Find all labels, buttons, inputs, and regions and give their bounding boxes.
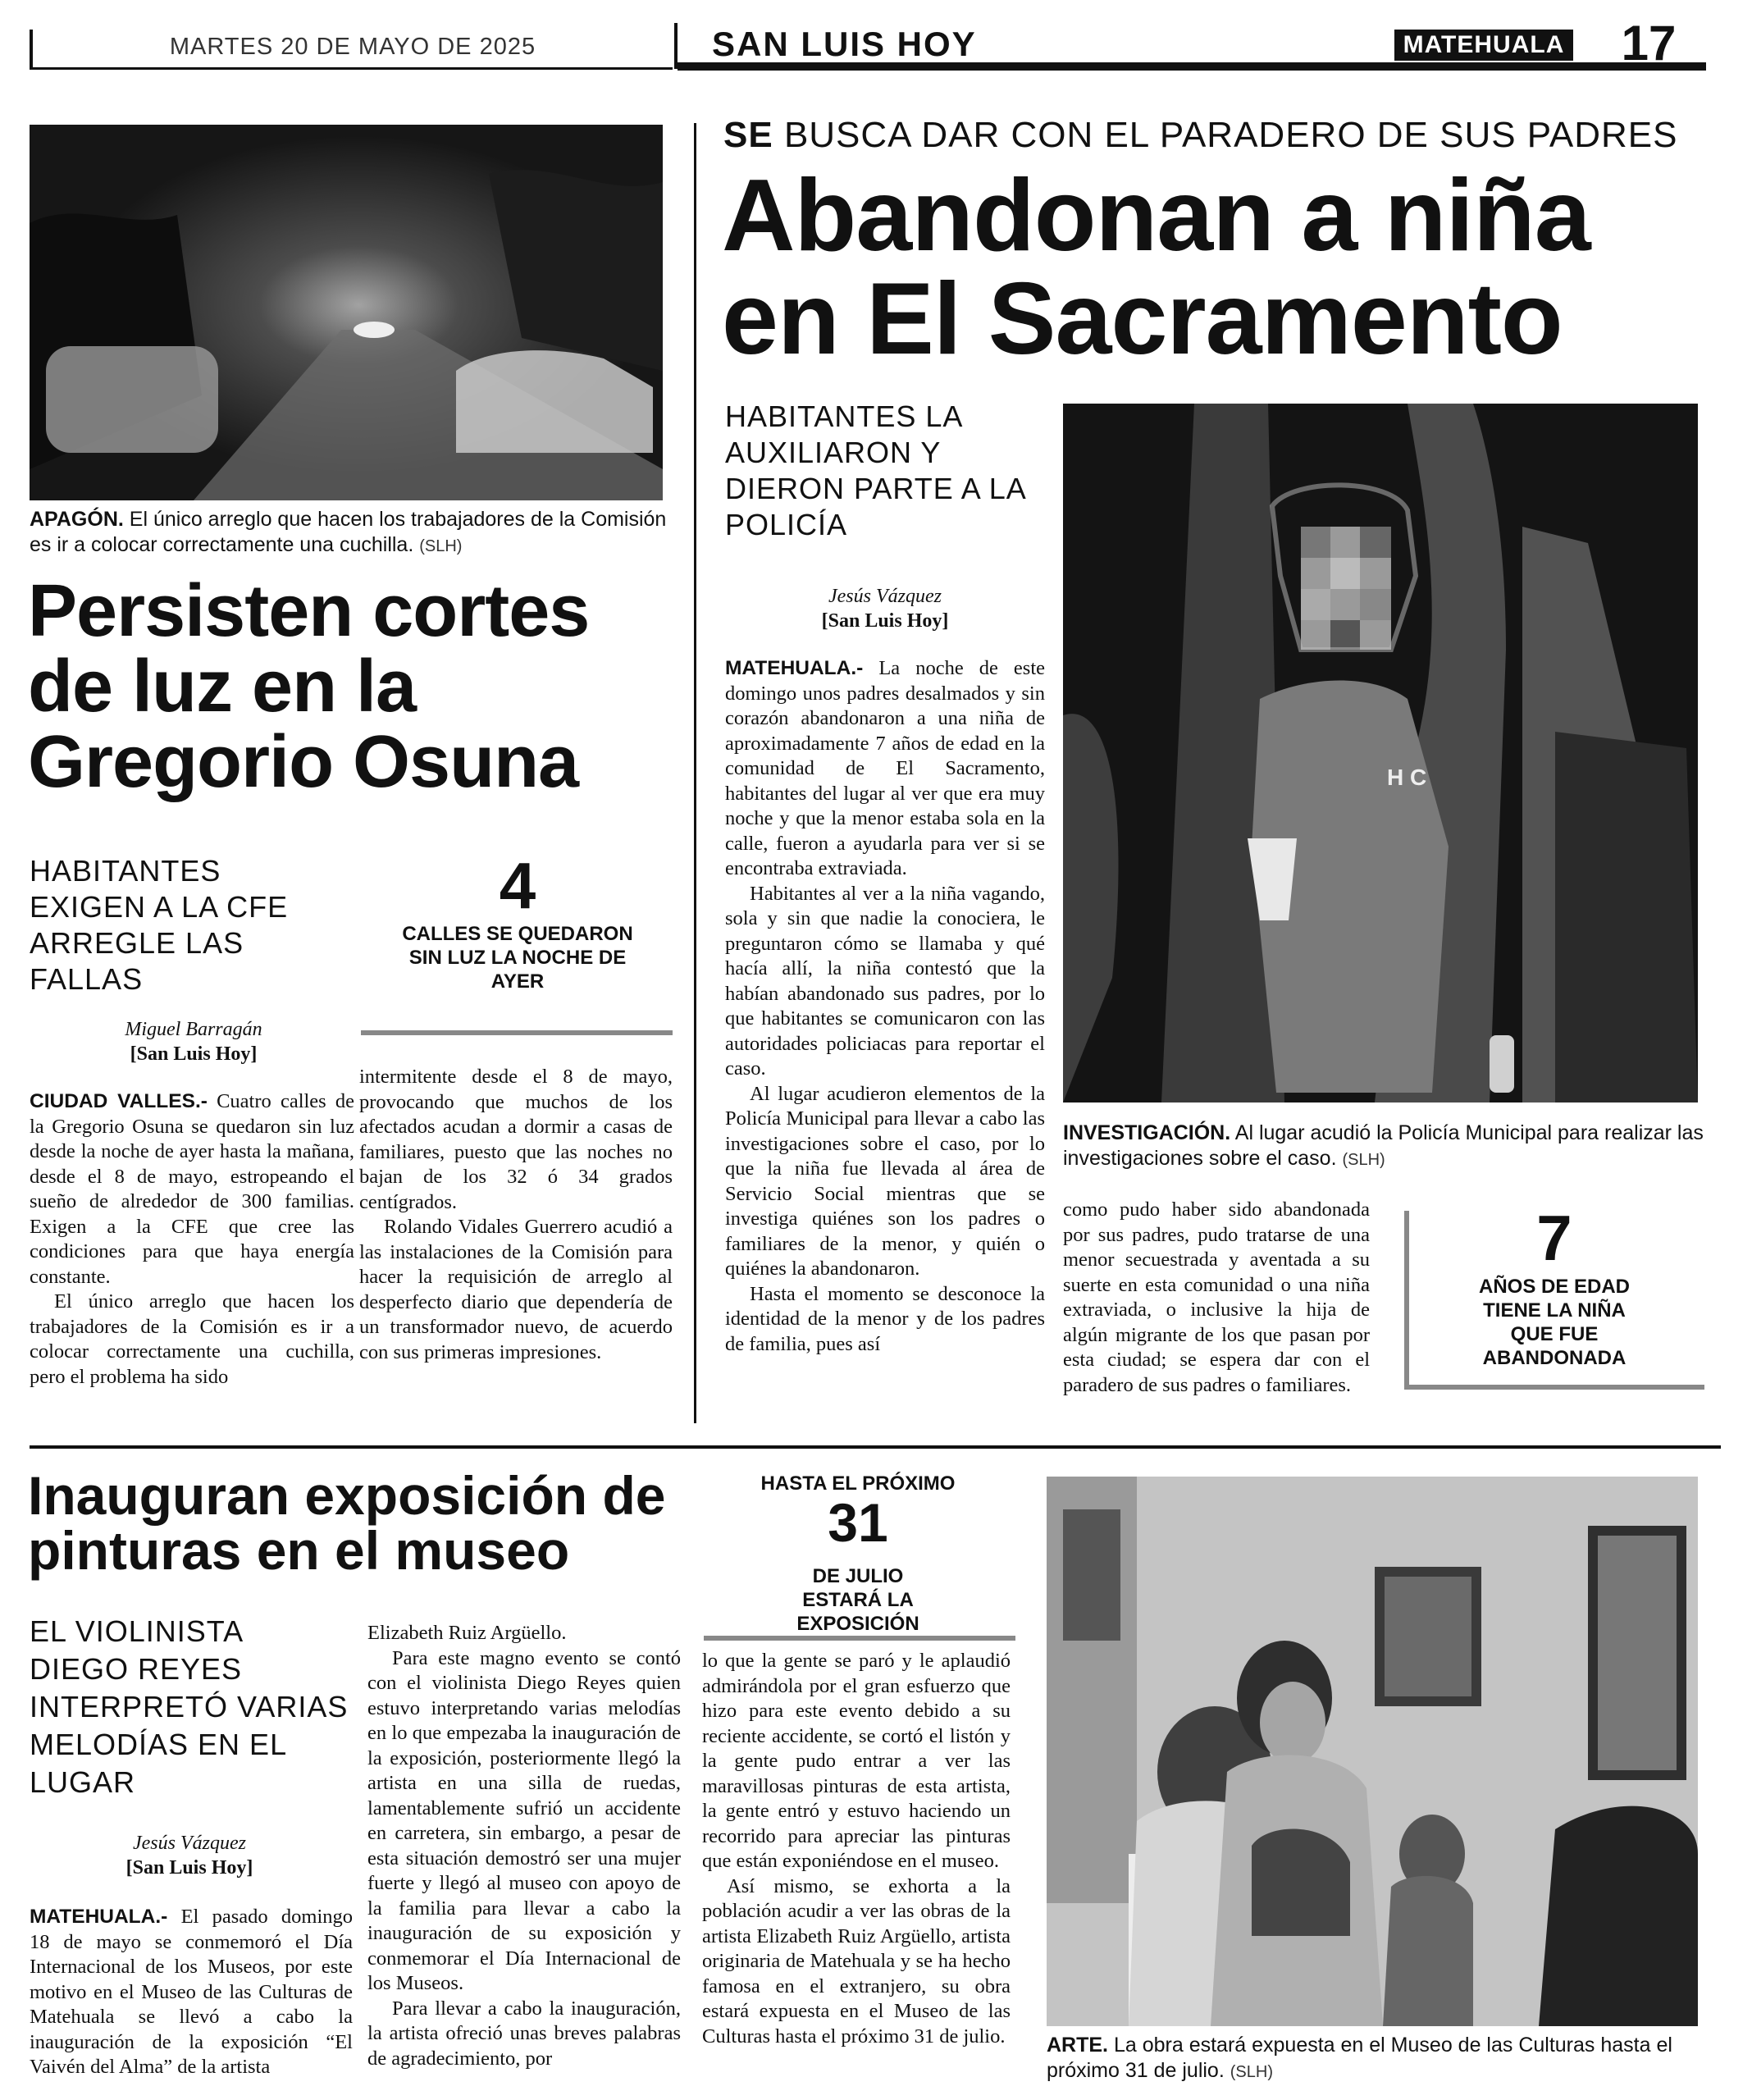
overline-text: BUSCA DAR CON EL PARADERO DE SUS PADRES	[783, 115, 1678, 155]
byline-name: Jesús Vázquez	[828, 586, 942, 607]
paragraph: El pasado domingo 18 de mayo se conmemoró el Día Internacional de los Museos, por este motivo en el Museo de las Culturas de Matehuala se llevó a cabo la inauguración de la exposición “El Vaivén del Alma” de la artista	[30, 1906, 354, 2078]
paragraph: Hasta el momento se desconoce la identidad de la menor y de los padres de familia, pues así	[725, 1282, 1045, 1355]
stat-top-label: HASTA EL PRÓXIMO	[760, 1472, 956, 1495]
museum-image	[1047, 1477, 1698, 2026]
headline-cortes-luz: Persisten cortes de luz en la Gregorio Osuna	[28, 570, 590, 803]
photo-caption-investigacion	[1063, 1121, 1719, 1173]
stat-rule	[704, 1636, 1015, 1641]
stat-number: 7	[1536, 1202, 1572, 1274]
byline-org: [San Luis Hoy]	[125, 1857, 253, 1879]
headline-abandonan-nina: Abandonan a niña en El Sacramento	[722, 159, 1590, 377]
photo-girl	[1063, 404, 1698, 1102]
photo-night-street	[30, 125, 663, 500]
stat-rule-vertical	[1404, 1211, 1409, 1388]
svg-text:H C: H C	[1387, 765, 1427, 790]
caption-text: El único arreglo que hacen los trabajadores de la Comisión es ir a colocar correctamente una cuchilla.	[30, 508, 667, 556]
stat-box-31-julio	[702, 1472, 1014, 1636]
dateline: CIUDAD VALLES.-	[30, 1090, 208, 1112]
byline-name: Miguel Barragán	[125, 1019, 262, 1040]
byline-story3	[30, 1831, 349, 1880]
newspaper-name: SAN LUIS HOY	[712, 25, 977, 63]
photo-museum	[1047, 1477, 1698, 2026]
kicker-story3: EL VIOLINISTA DIEGO REYES INTERPRETÓ VARIAS MELODÍAS EN EL LUGAR	[30, 1614, 349, 1799]
byline-org: [San Luis Hoy]	[130, 1043, 258, 1065]
paragraph: Al lugar acudieron elementos de la Policía Municipal para llevar a cabo las investigaciones sobre el caso, por lo que la niña fue llevada al área de Servicio Social mientras que se investiga quiénes son los padres o familiares de la menor, y quién o quiénes la abandonaron.	[725, 1082, 1045, 1280]
caption-text: Al lugar acudió la Policía Municipal para realizar las investigaciones sobre el caso.	[1063, 1121, 1704, 1170]
caption-label: ARTE.	[1047, 2034, 1108, 2057]
photo-caption-arte	[1047, 2033, 1711, 2085]
stat-label: AÑOS DE EDAD TIENE LA NIÑA QUE FUE ABANDONADA	[1478, 1276, 1631, 1369]
stat-box-4-calles	[358, 849, 678, 993]
stat-rule	[361, 1030, 673, 1035]
headline-exposicion: Inauguran exposición de pinturas en el museo	[28, 1465, 666, 1582]
byline-story1	[30, 1017, 358, 1066]
paragraph: Habitantes al ver a la niña vagando, sola y sin que nadie la conociera, le preguntaron cómo se llamaba y qué hacía allí, la niña contestó que la habían abandonado sus padres, por lo que habitantes se comunicaron con las autoridades policiacas para reportar el caso.	[725, 882, 1045, 1080]
stat-number: 31	[828, 1492, 888, 1553]
story2-column-2	[1063, 1198, 1370, 1398]
paragraph: Así mismo, se exhorta a la población acudir a ver las obras de la artista Elizabeth Ruiz Argüello, artista originaria de Matehuala y se ha hecho famosa en el extranjero, su obra estará expuesta en el Museo de las Culturas hasta el próximo 31 de julio.	[702, 1874, 1011, 2048]
caption-text: La obra estará expuesta en el Museo de las Culturas hasta el próximo 31 de julio.	[1047, 2034, 1672, 2082]
page-number: 17	[1621, 16, 1677, 71]
caption-credit: (SLH)	[1230, 2063, 1273, 2081]
overline-bold: SE	[723, 115, 773, 155]
stat-label: CALLES SE QUEDARON SIN LUZ LA NOCHE DE AYER	[402, 923, 633, 993]
story1-column-2	[359, 1065, 673, 1365]
section-divider	[30, 1445, 1721, 1449]
story1-column-1	[30, 1089, 354, 1390]
stat-label: DE JULIO ESTARÁ LA EXPOSICIÓN	[796, 1565, 919, 1635]
byline-story2	[725, 584, 1045, 633]
caption-credit: (SLH)	[419, 537, 463, 555]
byline-org: [San Luis Hoy]	[821, 610, 949, 632]
paragraph: Para este magno evento se contó con el violinista Diego Reyes quien estuvo interpretando varias melodías en lo que empezaba la inauguración de la exposición, posteriormente llegó la artista en una silla de ruedas, lamentablemente sufrió un accidente en carretera, sin embargo, a pesar de esta situación demostró ser una mujer fuerte y llegó al museo con apoyo de la familia para llevar a cabo la inauguración de su exposición y conmemorar el Día Internacional de los Museos.	[367, 1646, 681, 1994]
story3-column-1	[30, 1905, 353, 2080]
story3-column-2	[367, 1621, 681, 2071]
paragraph: La noche de este domingo unos padres desalmados y sin corazón abandonaron a una niña de aproximadamente 7 años de edad en la comunidad de El Sacramento, habitantes del lugar al ver que era muy noche y que la menor estaba sola en la calle, fueron a ayudarla para ver si se encontraba extraviada.	[725, 657, 1046, 879]
story2-column-1	[725, 656, 1045, 1357]
dateline: MATEHUALA.-	[725, 657, 864, 679]
caption-label: APAGÓN.	[30, 508, 124, 531]
dateline: MATEHUALA.-	[30, 1906, 168, 1928]
paragraph: Cuatro calles de la Gregorio Osuna se quedaron sin luz desde la noche de ayer hasta la mañana, desde el 8 de mayo, estropeando el sueño de alrededor de 300 familias. Exigen a la CFE que cree las condiciones para que haya energía constante.	[30, 1090, 355, 1288]
kicker-story1: HABITANTES EXIGEN A LA CFE ARREGLE LAS FALLAS	[30, 854, 289, 996]
girl-image	[1063, 404, 1698, 1102]
section-name: MATEHUALA	[1394, 30, 1573, 61]
paragraph: lo que la gente se paró y le aplaudió admirándola por el gran esfuerzo que hizo para este evento debido a su reciente accidente, se cortó el listón y la gente pudo entrar a ver las maravillosas pinturas de esta artista, la gente entró y estuvo haciendo un recorrido para apreciar las pinturas que están exponiéndose en el museo.	[702, 1650, 1011, 1872]
caption-credit: (SLH)	[1342, 1151, 1385, 1169]
paragraph: Rolando Vidales Guerrero acudió a las instalaciones de la Comisión para hacer la requisición de arreglo al desperfecto diario que dependería de un transformador nuevo, de acuerdo con sus primeras impresiones.	[359, 1216, 673, 1363]
stat-number: 4	[499, 849, 536, 922]
stat-rule	[1404, 1385, 1704, 1390]
night-street-image	[30, 125, 663, 500]
caption-label: INVESTIGACIÓN.	[1063, 1121, 1231, 1144]
kicker-story2: HABITANTES LA AUXILIARON Y DIERON PARTE A LA POLICÍA	[725, 399, 1025, 541]
stat-box-7-anos	[1403, 1202, 1706, 1370]
photo-caption-apagon	[30, 507, 669, 559]
header-date: MARTES 20 DE MAYO DE 2025	[30, 30, 673, 70]
overline-story2	[723, 115, 1724, 156]
column-divider	[694, 123, 696, 1423]
byline-name: Jesús Vázquez	[133, 1833, 246, 1854]
paragraph: como pudo haber sido abandonada por sus padres, pudo tratarse de una menor secuestrada y aventada a su suerte en esta comunidad o una niña extraviada, o inclusive la hija de algún migrante de los que pasan por esta ciudad; se espera dar con el paradero de sus padres o familiares.	[1063, 1198, 1370, 1396]
paragraph: El único arreglo que hacen los trabajadores de la Comisión es ir a colocar correctamente una cuchilla, pero el problema ha sido	[30, 1290, 354, 1388]
paragraph: Para llevar a cabo la inauguración, la artista ofreció unas breves palabras de agradecimiento, por	[367, 1997, 681, 2070]
paragraph: Elizabeth Ruiz Argüello.	[367, 1622, 567, 1644]
paragraph: intermitente desde el 8 de mayo, provocando que muchos de los afectados acudan a dormir a casas de familiares, puesto que las noches no bajan de los 32 ó 34 grados centígrados.	[359, 1066, 673, 1213]
story3-column-3	[702, 1649, 1011, 2049]
